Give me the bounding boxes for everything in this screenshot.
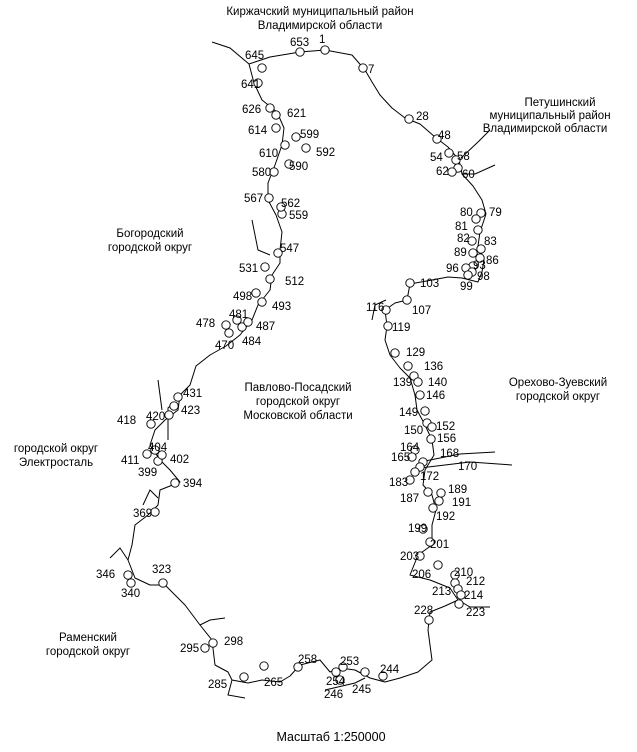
point-label: 621 <box>287 108 307 120</box>
point-label: 89 <box>454 247 467 259</box>
point-label: 323 <box>152 564 172 576</box>
point-label: 653 <box>290 37 310 49</box>
point-label: 183 <box>389 477 409 489</box>
point-label: 590 <box>289 161 309 173</box>
point-label: 599 <box>300 129 320 141</box>
region-kirzhach-line2: Владимирской области <box>257 20 383 32</box>
region-kirzhach-line1: Киржачский муниципальный район <box>226 6 414 18</box>
point-label: 201 <box>430 539 450 551</box>
region-ramensky-line2: городской округ <box>45 646 131 658</box>
point-label: 192 <box>436 511 456 523</box>
point-label: 129 <box>406 347 426 359</box>
region-pavlovo-line1: Павлово-Посадский <box>244 382 352 394</box>
point-label: 404 <box>148 442 168 454</box>
region-pavlovo-line2: городской округ <box>255 396 341 408</box>
point-label: 285 <box>208 679 228 691</box>
point-label: 244 <box>380 664 400 676</box>
point-label: 93 <box>473 260 486 272</box>
point-label: 418 <box>117 415 137 427</box>
point-label: 203 <box>400 551 420 563</box>
scale-title: Масштаб 1:250000 <box>276 730 386 744</box>
region-pavlovo-line3: Московской области <box>243 410 353 422</box>
point-label: 265 <box>264 677 284 689</box>
point-label: 641 <box>241 79 261 91</box>
point-label: 614 <box>248 125 268 137</box>
point-label: 626 <box>242 104 262 116</box>
point-label: 82 <box>457 233 470 245</box>
point-label: 54 <box>430 152 443 164</box>
point-label: 107 <box>412 305 432 317</box>
point-label: 7 <box>368 64 375 76</box>
point-label: 146 <box>426 390 446 402</box>
point-label: 79 <box>489 207 502 219</box>
point-label: 103 <box>420 278 440 290</box>
point-label: 86 <box>486 255 499 267</box>
region-bogorodsky-line1: Богородский <box>116 228 184 240</box>
point-label: 199 <box>408 523 428 535</box>
point-label: 562 <box>281 198 301 210</box>
region-ramensky-line1: Раменский <box>59 632 117 644</box>
point-label: 420 <box>146 411 166 423</box>
point-label: 187 <box>400 493 420 505</box>
point-label: 246 <box>324 689 344 701</box>
point-label: 60 <box>462 169 475 181</box>
point-label: 399 <box>138 467 158 479</box>
point-label: 62 <box>436 166 449 178</box>
point-label: 254 <box>326 676 346 688</box>
point-label: 83 <box>484 236 497 248</box>
point-label: 645 <box>245 50 265 62</box>
point-label: 139 <box>393 377 413 389</box>
point-label: 164 <box>400 442 420 454</box>
point-label: 99 <box>460 281 473 293</box>
point-label: 481 <box>229 309 249 321</box>
point-label: 592 <box>316 147 336 159</box>
point-label: 559 <box>289 210 309 222</box>
point-label: 402 <box>170 454 190 466</box>
point-label: 81 <box>455 221 468 233</box>
point-label: 1 <box>319 34 326 46</box>
point-label: 258 <box>298 654 318 666</box>
point-label: 346 <box>96 569 116 581</box>
point-label: 28 <box>416 111 429 123</box>
point-label: 580 <box>252 167 272 179</box>
point-label: 191 <box>452 497 472 509</box>
point-label: 298 <box>224 636 244 648</box>
point-label: 214 <box>464 590 484 602</box>
point-label: 567 <box>244 193 264 205</box>
region-petushki-line2: муниципальный район <box>489 110 611 122</box>
point-label: 168 <box>440 448 460 460</box>
region-elektrostal-line1: городской округ <box>13 443 99 455</box>
point-label: 96 <box>446 263 459 275</box>
point-label: 58 <box>457 151 470 163</box>
point-label: 213 <box>432 586 452 598</box>
point-label: 48 <box>438 130 451 142</box>
region-petushki-line3: Владимирской области <box>482 123 608 135</box>
region-petushki-line1: Петушинский <box>524 97 596 109</box>
point-label: 369 <box>133 508 153 520</box>
point-label: 478 <box>196 318 216 330</box>
point-label: 189 <box>448 484 468 496</box>
point-label: 98 <box>477 271 490 283</box>
point-label: 547 <box>280 243 300 255</box>
point-label: 394 <box>183 478 203 490</box>
point-label: 295 <box>180 643 200 655</box>
point-label: 119 <box>392 322 411 334</box>
point-label: 172 <box>420 471 440 483</box>
point-label: 149 <box>399 407 419 419</box>
point-label: 512 <box>285 276 305 288</box>
point-label: 531 <box>239 263 259 275</box>
point-label: 253 <box>340 656 360 668</box>
point-label: 150 <box>404 425 424 437</box>
region-elektrostal-line2: Электросталь <box>18 457 94 469</box>
point-label: 165 <box>391 452 411 464</box>
region-bogorodsky-line2: городской округ <box>107 242 193 254</box>
point-label: 136 <box>424 361 444 373</box>
point-label: 423 <box>181 405 201 417</box>
point-label: 493 <box>272 301 292 313</box>
point-label: 431 <box>183 388 203 400</box>
point-label: 411 <box>121 455 140 467</box>
region-orekhovo-line1: Орехово-Зуевский <box>508 377 608 389</box>
point-label: 610 <box>259 148 279 160</box>
point-label: 245 <box>352 684 372 696</box>
point-label: 498 <box>233 291 253 303</box>
point-label: 140 <box>428 377 448 389</box>
point-label: 212 <box>466 576 486 588</box>
point-label: 152 <box>436 421 456 433</box>
point-label: 340 <box>121 588 141 600</box>
point-label: 223 <box>466 607 486 619</box>
point-label: 470 <box>215 340 235 352</box>
point-label: 170 <box>458 461 478 473</box>
point-label: 156 <box>437 433 457 445</box>
point-label: 80 <box>460 207 473 219</box>
point-label: 210 <box>454 567 474 579</box>
point-label: 484 <box>242 336 262 348</box>
point-label: 206 <box>412 569 432 581</box>
region-orekhovo-line2: городской округ <box>515 391 601 403</box>
point-label: 487 <box>256 321 276 333</box>
point-label: 116 <box>366 302 385 314</box>
region-pavlovo <box>243 382 352 422</box>
point-label: 228 <box>414 605 434 617</box>
